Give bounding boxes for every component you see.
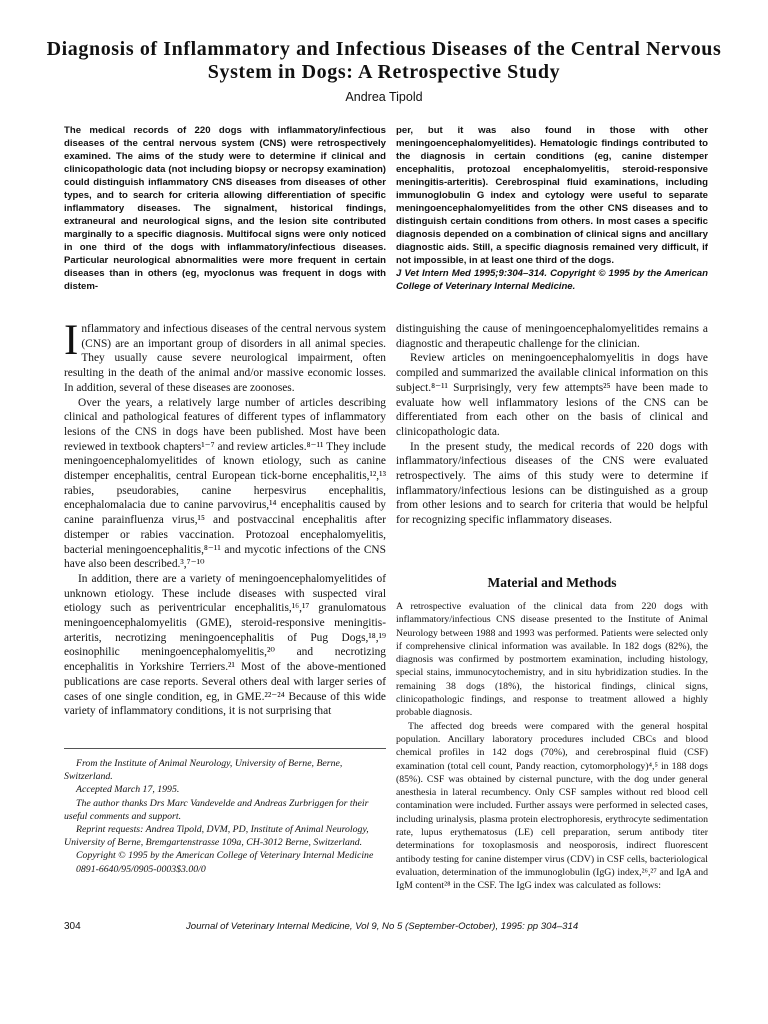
- body-column-right: [396, 322, 708, 528]
- right-paragraph-1: distinguishing the cause of meningoencephalomyelitides remains a diagnostic and therapeutic challenge for the clinician.: [396, 323, 708, 350]
- footnote-accepted: Accepted March 17, 1995.: [76, 784, 180, 796]
- page-number: 304: [64, 921, 81, 932]
- abstract-text-right: per, but it was also found in those with other meningoencephalomyelitides). Hematologic findings contributed to the diagnosis in certain conditions (eg, canine distemper encephalitis, protozoal encephalomyelitis, steroid-responsive meningitis-arteritis). Cerebrospinal fluid examinations, including immunoglobulin G index and cytology were useful to separate meningoencephalomyelitides from the other CNS diseases and to distinguish certain conditions from others. In most cases a specific diagnosis depended on a combination of clinical signs and ancillary diagnostic aids. Still, a specific diagnosis remained very difficult, if not impossible, in at least one third of the dogs.: [396, 125, 708, 266]
- abstract-right: [396, 124, 708, 293]
- footnote-divider: [64, 748, 386, 749]
- intro-paragraph-1-text: nflammatory and infectious diseases of the central nervous system (CNS) are an important group of disorders in all animal species. They usually cause severe neurological impairment, often resulting in the death of the animal and/or massive economic losses. In addition, several of these diseases are zoonoses.: [64, 323, 386, 394]
- footnote-reprint: Reprint requests: Andrea Tipold, DVM, PD, Institute of Animal Neurology, University of Berne, Bremgartenstrasse 109a, CH-3012 Berne, Switzerland.: [64, 824, 369, 849]
- methods-paragraph-1: A retrospective evaluation of the clinical data from 220 dogs with inflammatory/infectious CNS disease presented to the Institute of Animal Neurology between 1988 and 1993 was performed. Patients were selected only if comprehensive clinical information was available. In 182 dogs (82%), the diagnosis was confirmed by postmortem examination, including histology, special stains, immunocytochemistry, and in situ hybridization studies. In the remaining 38 dogs (18%), the historical findings, clinical signs, clinicopathologic findings, and response to treatment allowed a highly probable diagnosis.: [396, 601, 708, 719]
- drop-cap: I: [64, 317, 79, 364]
- abstract-left: [64, 124, 386, 293]
- footnote-copyright: Copyright © 1995 by the American College of Veterinary Internal Medicine: [76, 850, 374, 862]
- journal-footer: Journal of Veterinary Internal Medicine, Vol 9, No 5 (September-October), 1995: pp 304–314: [186, 921, 579, 932]
- abstract-text-left: The medical records of 220 dogs with inflammatory/infectious diseases of the central nervous system (CNS) were retrospectively examined. The aims of the study were to determine if clinical and clinicopathologic data (not including biopsy or necropsy examination) could distinguish inflammatory CNS diseases from diseases of other types, and to search for criteria allowing differentiation of specific inflammatory diseases. The signalment, historical findings, extraneural and neurological signs, and the lesion site contributed marginally to a specific diagnosis. Multifocal signs were only noticed in one third of the dogs with inflammatory/infectious diseases. Particular neurological abnormalities were more frequent in certain diseases than in others (eg, myoclonus was frequent in dogs with distem-: [64, 125, 386, 292]
- right-paragraph-3: In the present study, the medical records of 220 dogs with inflammatory/infectious diseases of the CNS were evaluated retrospectively. The aims of this study were to determine if inflammatory/infectious lesions can be distinguished as a group from other lesions and to search for criteria that would be helpful for recognizing specific inflammatory diseases.: [396, 440, 708, 527]
- intro-paragraph-2: Over the years, a relatively large number of articles describing clinical and pathological features of different types of inflammatory lesions of the CNS in dogs have been published. Most have been reviewed in textbook chapters¹⁻⁷ and review articles.⁸⁻¹¹ They include meningoencephalomyelitides of known etiology, such as canine distemper encephalitis, central European tick-borne encephalitis,¹²,¹³ rabies, pseudorabies, canine herpesvirus encephalitis, encephalomalacia due to canine parvovirus,¹⁴ encephalitis caused by canine parainfluenza virus,¹⁵ and postvaccinal encephalitis after distemper or rabies vaccination. Protozoal encephalomyelitis, bacterial meningoencephalitis,⁸⁻¹¹ and mycotic infections of the CNS have also been described.³,⁷⁻¹⁰: [64, 396, 386, 571]
- body-column-left: [64, 317, 386, 719]
- methods-section: [396, 600, 708, 893]
- footnote-code: 0891-6640/95/0905-0003$3.00/0: [76, 863, 206, 875]
- intro-paragraph-3: In addition, there are a variety of meningoencephalomyelitides of unknown etiology. These include diseases with suspected viral etiology such as periventricular encephalitis,¹⁶,¹⁷ granulomatous meningoencephalomyelitis (GME), steroid-responsive meningitis-arteritis, necrotizing meningoencephalitis of Pug Dogs,¹⁸,¹⁹ eosinophilic meningoencephalomyelitis,²⁰ and necrotizing encephalitis in Yorkshire Terriers.²¹ Most of the above-mentioned publications are case reports. Several others deal with larger series of cases of one single condition, eg, in GME.²²⁻²⁴ Because of this wide variety of inflammatory conditions, it is not surprising that: [64, 572, 386, 718]
- footnote-affiliation: From the Institute of Animal Neurology, University of Berne, Berne, Switzerland.: [64, 758, 343, 783]
- right-paragraph-2: Review articles on meningoencephalomyelitis in dogs have compiled and summarized the available clinical information on this subject.⁸⁻¹¹ Surprisingly, very few attempts²⁵ have been made to evaluate how well inflammatory lesions of the CNS can be differentiated from each other on the basis of clinical and clinicopathologic data.: [396, 352, 708, 438]
- methods-paragraph-2: The affected dog breeds were compared with the general hospital population. Ancillary laboratory procedures included CBCs and blood chemical profiles in 142 dogs (70%), and cerebrospinal fluid (CSF) examination (total cell count, Pandy reaction, cytomorphology)⁴,⁵ in 188 dogs (85%). CSF was obtained by cisternal puncture, with the dog under general anesthesia in lateral recumbency. Only CSF samples without red blood cell contamination were included. Further assays were performed in selected cases, including urinalysis, plasma protein electrophoresis, erythrocyte sedimentation rate, lupus erythematosus (LE) cell preparation, serum antibody titer determinations for toxoplasmosis and neosporosis, indirect fluorescent antibody testing for canine distemper virus (CDV) in CSF cells, bacteriological evaluation, determination of the immunoglobulin (IgG) index,²⁶,²⁷ and IgA and IgM content²⁸ in the CSF. The IgG index was calculated as follows:: [396, 720, 708, 892]
- section-heading: Material and Methods: [487, 575, 617, 590]
- intro-paragraph-1: [64, 317, 386, 396]
- abstract-citation: J Vet Intern Med 1995;9:304–314. Copyright © 1995 by the American College of Veterinary Internal Medicine.: [396, 268, 708, 292]
- article-title: Diagnosis of Inflammatory and Infectious Diseases of the Central Nervous System in Dogs: A Retrospective Study: [46, 38, 722, 83]
- footnote-acknowledgment: The author thanks Drs Marc Vandevelde and Andreas Zurbriggen for their useful comments and support.: [64, 797, 369, 822]
- footnotes: [64, 757, 386, 876]
- author-name: Andrea Tipold: [345, 90, 423, 104]
